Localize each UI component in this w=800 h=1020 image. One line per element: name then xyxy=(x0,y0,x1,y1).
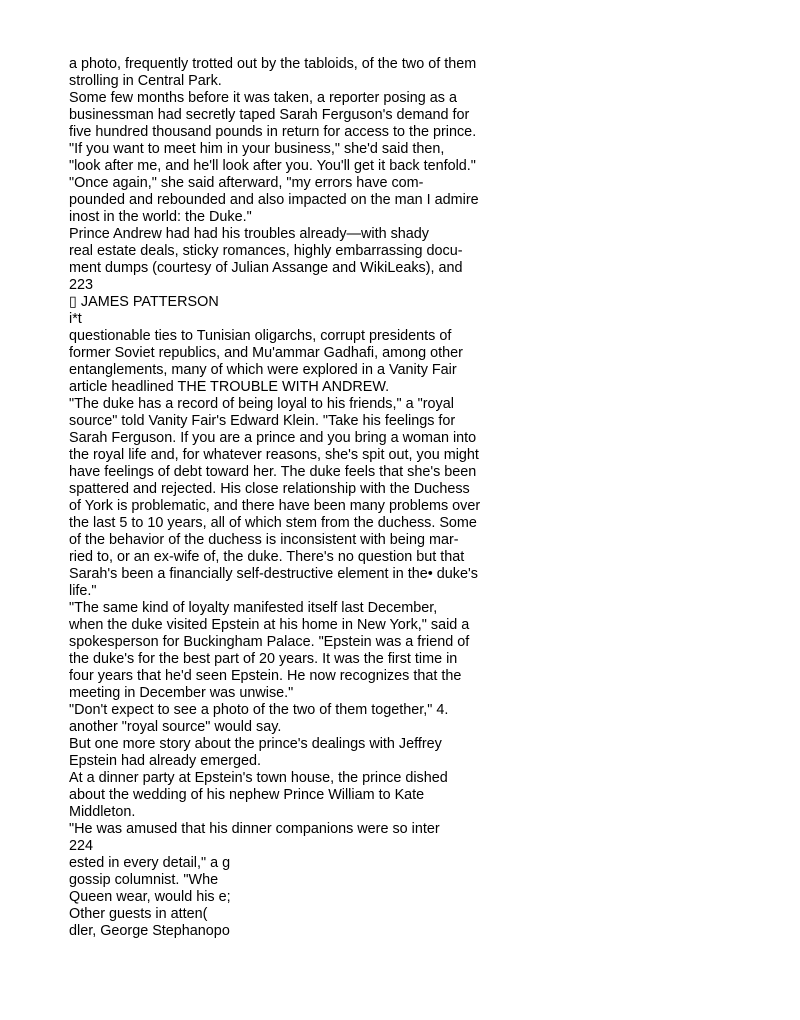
text-line: spokesperson for Buckingham Palace. "Epstein was a friend of xyxy=(69,634,470,650)
text-line: of the behavior of the duchess is inconsistent with being mar- xyxy=(69,532,459,548)
text-line: about the wedding of his nephew Prince William to Kate xyxy=(69,787,425,803)
text-line: Middleton. xyxy=(69,804,136,820)
text-line: another "royal source" would say. xyxy=(69,719,282,735)
text-line: Sarah's been a financially self-destructive element in the• duke's xyxy=(69,566,478,582)
text-line: "Once again," she said afterward, "my errors have com- xyxy=(69,175,424,191)
text-line: dler, George Stephanopo xyxy=(69,923,230,939)
text-line: "Don't expect to see a photo of the two of them together," 4. xyxy=(69,702,449,718)
text-line: spattered and rejected. His close relationship with the Duchess xyxy=(69,481,470,497)
text-line: businessman had secretly taped Sarah Ferguson's demand for xyxy=(69,107,470,123)
text-line: four years that he'd seen Epstein. He now recognizes that the xyxy=(69,668,462,684)
text-line: the last 5 to 10 years, all of which stem from the duchess. Some xyxy=(69,515,477,531)
text-line: pounded and rebounded and also impacted on the man I admire xyxy=(69,192,479,208)
text-line: meeting in December was unwise." xyxy=(69,685,294,701)
text-line: "He was amused that his dinner companions were so inter xyxy=(69,821,440,837)
document-page xyxy=(69,56,519,940)
text-line: "look after me, and he'll look after you. You'll get it back tenfold." xyxy=(69,158,476,174)
text-line: the duke's for the best part of 20 years. It was the first time in xyxy=(69,651,458,667)
text-line: source" told Vanity Fair's Edward Klein. "Take his feelings for xyxy=(69,413,456,429)
text-line: ried to, or an ex-wife of, the duke. There's no question but that xyxy=(69,549,465,565)
text-line: "The duke has a record of being loyal to his friends," a "royal xyxy=(69,396,454,412)
text-line: gossip columnist. "Whe xyxy=(69,872,219,888)
text-line: Sarah Ferguson. If you are a prince and you bring a woman into xyxy=(69,430,477,446)
text-line: article headlined THE TROUBLE WITH ANDREW. xyxy=(69,379,390,395)
text-line: have feelings of debt toward her. The duke feels that she's been xyxy=(69,464,477,480)
text-line: a photo, frequently trotted out by the tabloids, of the two of them xyxy=(69,56,477,72)
text-line: former Soviet republics, and Mu'ammar Gadhafi, among other xyxy=(69,345,463,361)
text-line: five hundred thousand pounds in return for access to the prince. xyxy=(69,124,477,140)
text-line: inost in the world: the Duke." xyxy=(69,209,252,225)
text-line: i*t xyxy=(69,311,82,327)
text-line: life." xyxy=(69,583,97,599)
text-line: Queen wear, would his e; xyxy=(69,889,231,905)
text-line: entanglements, many of which were explored in a Vanity Fair xyxy=(69,362,457,378)
text-line: "If you want to meet him in your business," she'd said then, xyxy=(69,141,445,157)
text-line: strolling in Central Park. xyxy=(69,73,222,89)
text-line: ment dumps (courtesy of Julian Assange and WikiLeaks), and xyxy=(69,260,463,276)
running-header: ▯ JAMES PATTERSON xyxy=(69,294,219,310)
text-line: Other guests in atten( xyxy=(69,906,208,922)
text-line: Prince Andrew had had his troubles already—with shady xyxy=(69,226,429,242)
text-line: real estate deals, sticky romances, highly embarrassing docu- xyxy=(69,243,463,259)
text-line: the royal life and, for whatever reasons, she's spit out, you might xyxy=(69,447,479,463)
text-line: questionable ties to Tunisian oligarchs, corrupt presidents of xyxy=(69,328,452,344)
text-line: of York is problematic, and there have been many problems over xyxy=(69,498,481,514)
text-line: when the duke visited Epstein at his home in New York," said a xyxy=(69,617,470,633)
text-line: ested in every detail," a g xyxy=(69,855,231,871)
text-line: At a dinner party at Epstein's town house, the prince dished xyxy=(69,770,448,786)
page-number: 224 xyxy=(69,838,94,854)
text-line: Some few months before it was taken, a reporter posing as a xyxy=(69,90,457,106)
text-line: But one more story about the prince's dealings with Jeffrey xyxy=(69,736,442,752)
page-number: 223 xyxy=(69,277,94,293)
text-line: Epstein had already emerged. xyxy=(69,753,261,769)
text-line: "The same kind of loyalty manifested itself last December, xyxy=(69,600,438,616)
